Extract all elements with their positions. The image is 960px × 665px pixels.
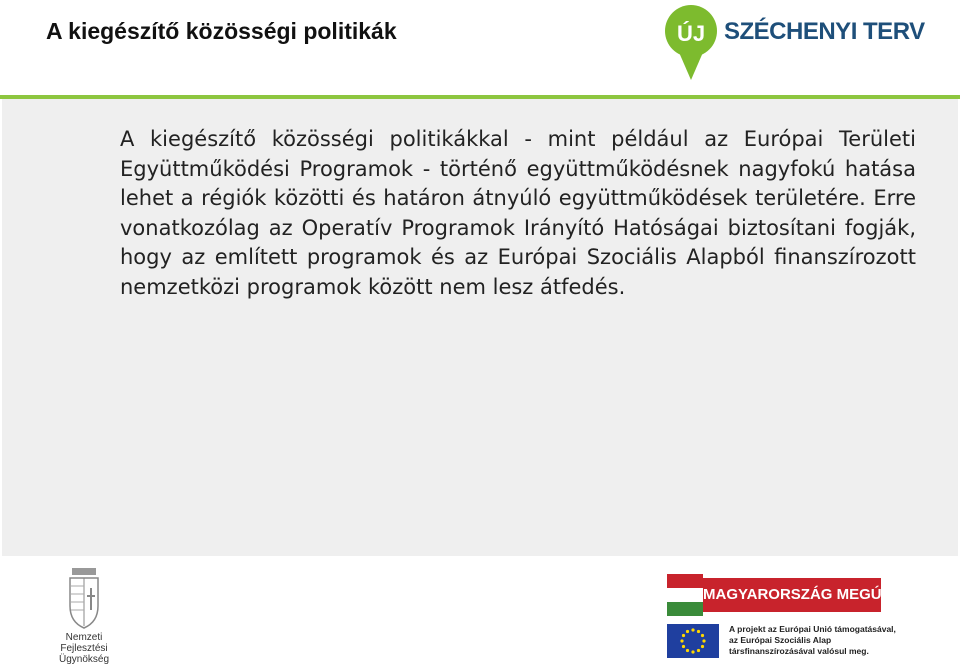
szechenyi-terv-logo — [664, 4, 924, 84]
hungarian-coat-of-arms-icon — [34, 566, 134, 630]
eu-line-3: társfinanszírozásával valósul meg. — [729, 646, 869, 656]
slide-title: A kiegészítő közösségi politikák — [46, 18, 397, 44]
eu-line-1: A projekt az Európai Unió támogatásával, — [729, 624, 896, 634]
magyarorszag-megujul-text: MAGYARORSZÁG MEGÚJUL — [703, 578, 881, 612]
nfu-line-1: Nemzeti — [65, 632, 103, 643]
szechenyi-wordmark: SZÉCHENYI TERV — [724, 18, 925, 45]
map-pin-icon — [664, 4, 718, 82]
pin-text: ÚJ — [676, 21, 706, 46]
eu-flag-icon — [667, 624, 719, 658]
body-paragraph: A kiegészítő közösségi politikákkal - mint például az Európai Területi Együttműködési Programok - történő együttműködésnek nagyfokú hatása lehet a régiók közötti és határon átnyúló együttműködések területére. Erre vonatkozólag az Operatív Programok Irányító Hatóságai biztosítani fogják, hogy az említett programok és az Európai Szociális Alapból finanszírozott nemzetközi programok között nem lesz átfedés. — [120, 127, 916, 299]
hungarian-flag-icon — [667, 574, 703, 616]
nfu-logo — [34, 566, 134, 665]
eu-line-2: az Európai Szociális Alap — [729, 635, 832, 645]
nfu-line-2: Fejlesztési Ügynökség — [58, 643, 110, 665]
eu-funding-logo — [667, 622, 957, 660]
magyarorszag-megujul-logo — [667, 574, 910, 616]
